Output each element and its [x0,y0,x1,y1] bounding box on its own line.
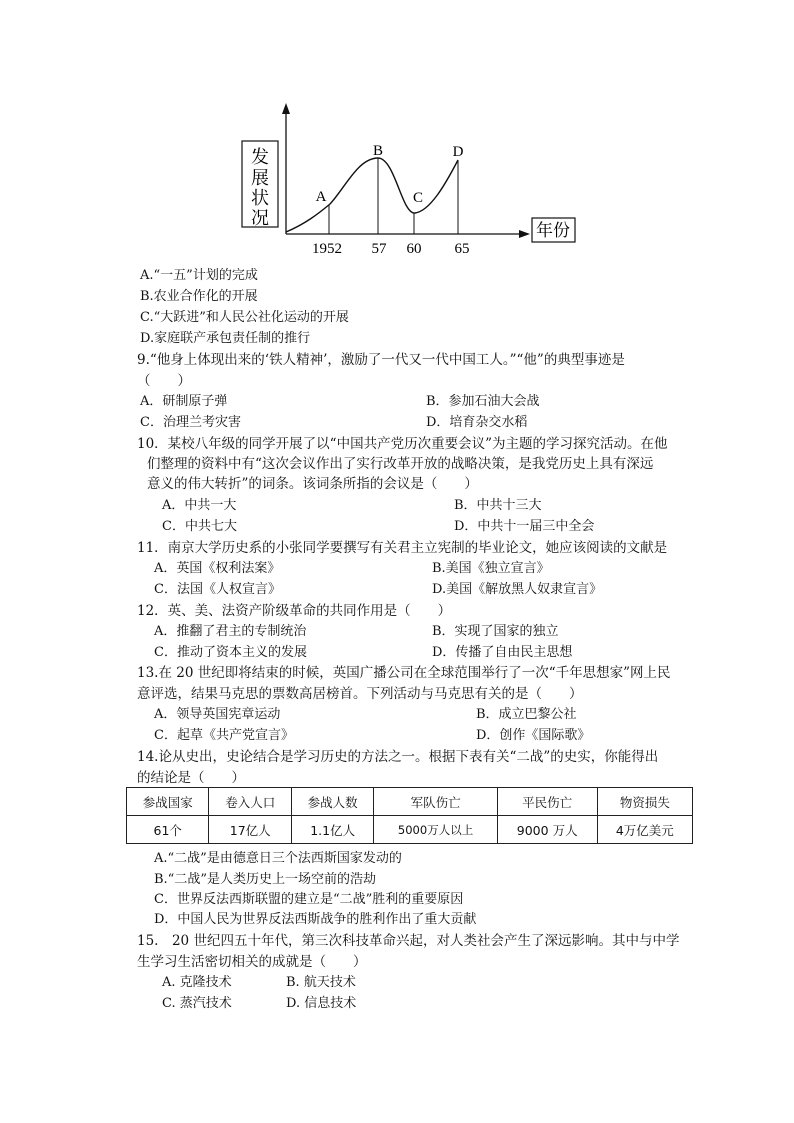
q15-option-d: D. 信息技术 [286,996,357,1011]
q10-option-b: B．中共十三大 [454,498,542,513]
q11-option-c: C．法国《人权宣言》 [154,582,281,597]
q14-stem-line: 的结论是（ ） [137,770,245,786]
table-cell: 4万亿美元 [597,816,692,844]
y-label-char: 况 [251,208,269,228]
q8-option-a: A.“一五”计划的完成 [140,268,258,283]
x-label: 年份 [536,221,570,240]
q9-answer-blank: （ ） [137,373,191,389]
table-header-cell: 参战国家 [127,788,209,816]
q13-option-c: C．起草《共产党宣言》 [154,728,294,743]
point-label: D [452,144,464,160]
q14-option-c: C．世界反法西斯联盟的建立是“二战”胜利的重要原因 [154,892,464,907]
q12-stem: 12．英、美、法资产阶级革命的共同作用是（ ） [137,603,452,619]
development-chart [0,0,794,270]
table-header-cell: 平民伤亡 [497,788,597,816]
q11-stem: 11．南京大学历史系的小张同学要撰写有关君主立宪制的毕业论文，她应该阅读的文献是 [137,540,668,556]
table-header-cell: 军队伤亡 [374,788,497,816]
q11-option-d: D.美国《解放黑人奴隶宣言》 [432,582,603,597]
q9-stem: 9.“他身上体现出来的‘铁人精神’，激励了一代又一代中国工人。”“他”的典型事迹是 [137,352,625,368]
q13-option-a: A．领导英国宪章运动 [154,707,281,722]
q8-option-d: D.家庭联产承包责任制的推行 [140,331,311,346]
table-cell: 1.1亿人 [291,816,373,844]
table-row [127,816,693,844]
q13-stem-line: 13.在 20 世纪即将结束的时候，英国广播公司在全球范围举行了一次“千年思想家”网上民 [137,665,671,681]
q12-option-c: C．推动了资本主义的发展 [154,645,307,660]
point-label: A [315,189,327,205]
q10-stem-line: 10．某校八年级的同学开展了以“中国共产党历次重要会议”为主题的学习探究活动。在他 [137,436,668,452]
q9-option-a: A．研制原子弹 [140,394,228,409]
y-label-char: 展 [251,168,269,188]
ww2-facts-table [126,787,693,844]
tick-label: 60 [406,241,422,257]
q8-option-c: C.“大跃进”和人民公社化运动的开展 [140,310,349,325]
q14-stem-line: 14.论从史出，史论结合是学习历史的方法之一。根据下表有关“二战”的史实，你能得出 [137,749,659,765]
table-header-row [127,788,693,816]
q15-stem-line: 生学习生活密切相关的成就是（ ） [137,954,367,970]
table-cell: 5000万人以上 [374,816,497,844]
q12-option-b: B．实现了国家的独立 [432,624,559,639]
q11-option-a: A．英国《权利法案》 [154,561,281,576]
q15-stem-line: 15. 20 世纪四五十年代，第三次科技革命兴起，对人类社会产生了深远影响。其中与中学 [137,933,680,949]
q10-option-c: C．中共七大 [162,519,237,534]
table-cell: 61个 [127,816,209,844]
table-cell: 9000 万人 [497,816,597,844]
q12-option-d: D．传播了自由民主思想 [432,645,573,660]
table-cell: 17亿人 [209,816,291,844]
tick-label: 65 [454,241,470,257]
table-header-cell: 物资损失 [597,788,692,816]
point-label: B [372,143,384,159]
tick-label: 1952 [312,241,342,257]
y-axis-arrow [282,103,290,114]
table-header-cell: 卷入人口 [209,788,291,816]
q10-option-d: D．中共十一届三中全会 [454,519,595,534]
q10-stem-line: 意义的伟大转折”的词条。该词条所指的会议是（ ） [147,476,478,492]
q13-option-b: B．成立巴黎公社 [476,707,577,722]
q13-stem-line: 意评选，结果马克思的票数高居榜首。下列活动与马克思有关的是（ ） [137,686,583,702]
y-label-char: 状 [251,188,269,208]
q10-stem-line: 们整理的资料中有“这次会议作出了实行改革开放的战略决策，是我党历史上具有深远 [147,456,654,472]
q15-option-a: A. 克隆技术 [162,975,232,990]
tick-label: 57 [371,241,387,257]
q9-option-b: B．参加石油大会战 [426,394,540,409]
development-curve [286,158,458,232]
x-axis-arrow [519,230,530,238]
point-label: C [412,190,424,206]
q14-option-b: B.“二战”是人类历史上一场空前的浩劫 [154,872,376,887]
q12-option-a: A．推翻了君主的专制统治 [154,624,307,639]
q9-option-c: C．治理兰考灾害 [140,415,241,430]
q15-option-b: B. 航天技术 [286,975,356,990]
q14-option-a: A.“二战”是由德意日三个法西斯国家发动的 [154,851,402,866]
table-header-cell: 参战人数 [291,788,373,816]
q15-option-c: C. 蒸汽技术 [162,996,232,1011]
q10-option-a: A．中共一大 [162,498,237,513]
q8-option-b: B.农业合作化的开展 [140,289,258,304]
y-label-char: 发 [251,147,269,167]
q11-option-b: B.美国《独立宣言》 [432,561,550,576]
q13-option-d: D．创作《国际歌》 [476,728,591,743]
q9-option-d: D．培育杂交水稻 [426,415,528,430]
q14-option-d: D．中国人民为世界反法西斯战争的胜利作出了重大贡献 [154,912,477,927]
